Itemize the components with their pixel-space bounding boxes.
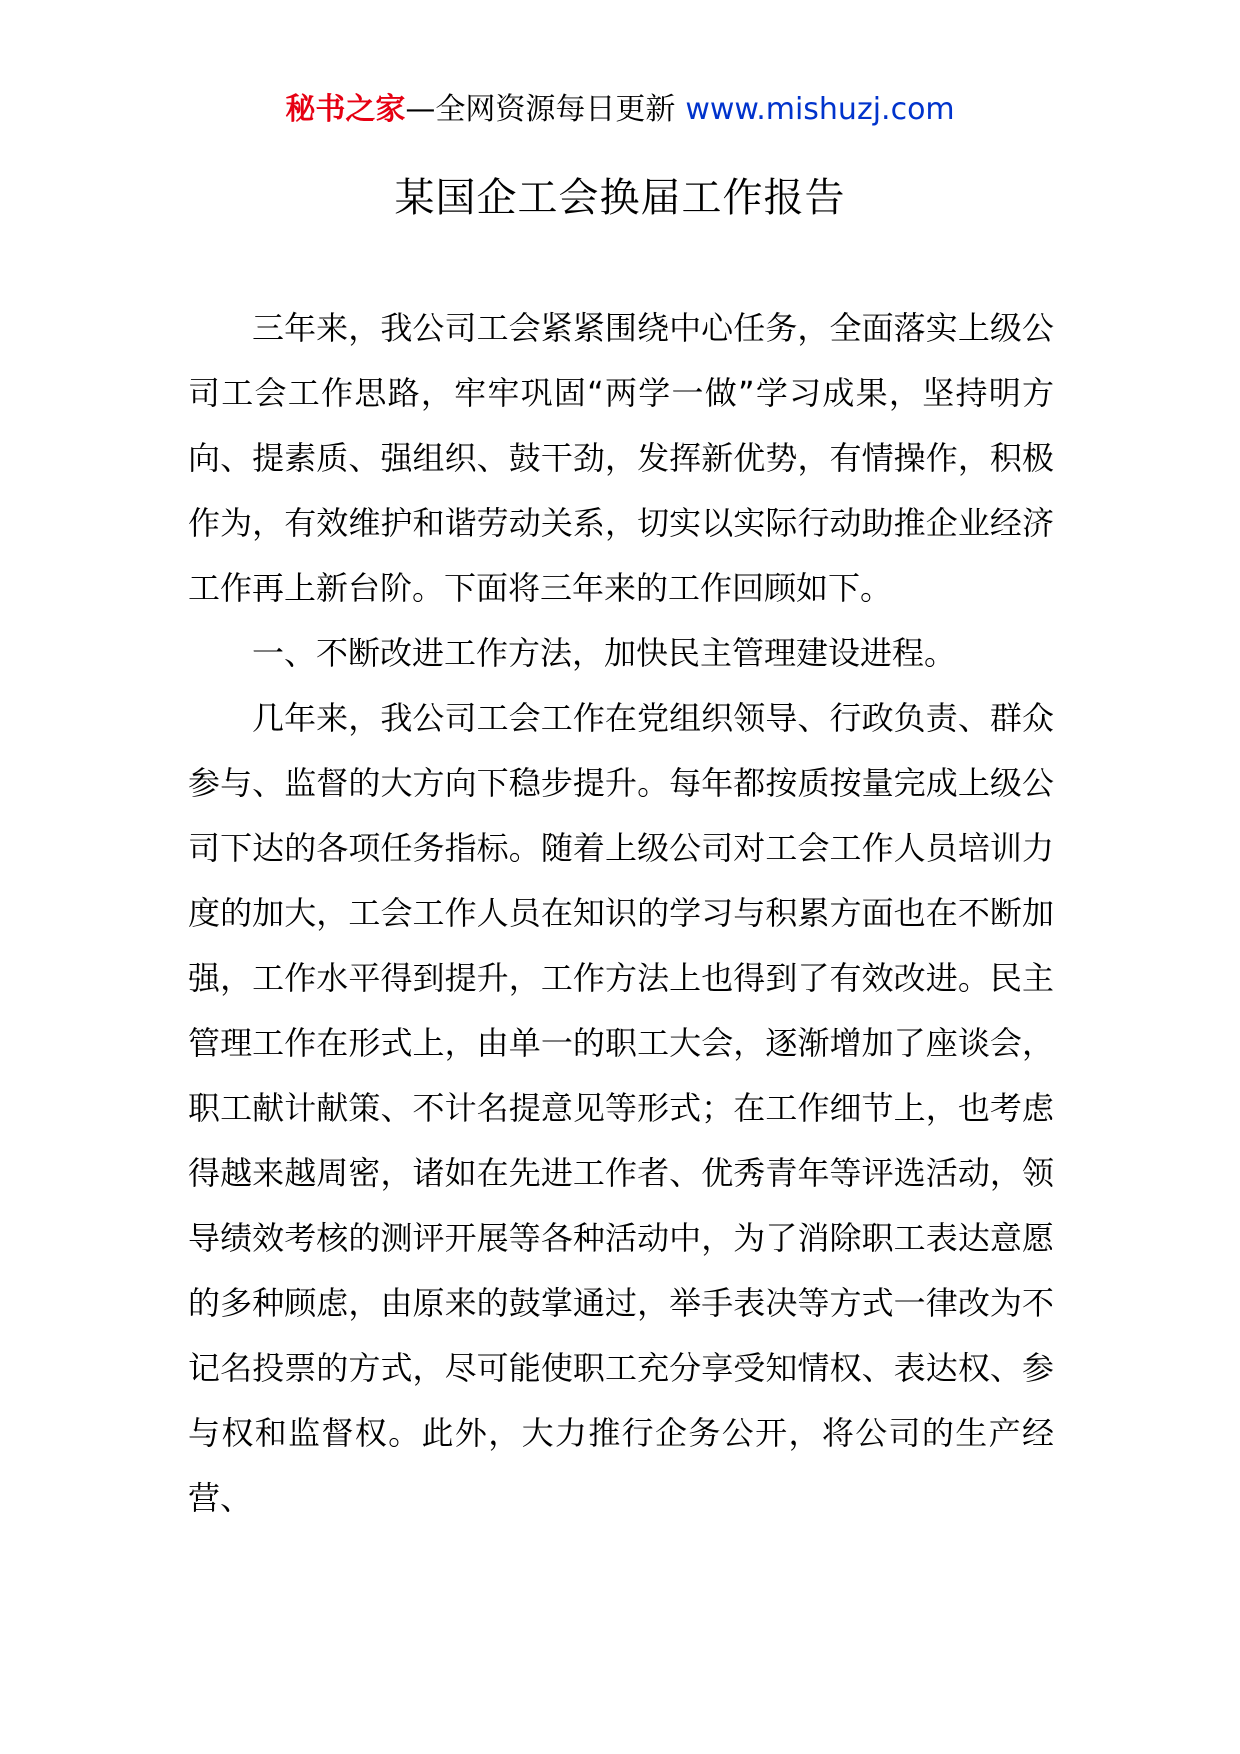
document-body	[188, 296, 1054, 1531]
site-slogan: —全网资源每日更新	[405, 92, 676, 127]
site-brand: 秘书之家	[285, 92, 406, 127]
site-header	[0, 88, 1240, 132]
paragraph-intro: 三年来，我公司工会紧紧围绕中心任务，全面落实上级公司工会工作思路，牢牢巩固“两学一做”学习成果，坚持明方向、提素质、强组织、鼓干劲，发挥新优势，有情操作，积极作为，有效维护和谐劳动关系，切实以实际行动助推企业经济工作再上新台阶。下面将三年来的工作回顾如下。	[188, 309, 1054, 607]
site-url-link[interactable]: www.mishuzj.com	[685, 92, 955, 127]
section-heading-1: 一、不断改进工作方法，加快民主管理建设进程。	[252, 634, 957, 672]
paragraph-section-1: 几年来，我公司工会工作在党组织领导、行政负责、群众参与、监督的大方向下稳步提升。每年都按质按量完成上级公司下达的各项任务指标。随着上级公司对工会工作人员培训力度的加大，工会工作人员在知识的学习与积累方面也在不断加强，工作水平得到提升，工作方法上也得到了有效改进。民主管理工作在形式上，由单一的职工大会，逐渐增加了座谈会，职工献计献策、不计名提意见等形式；在工作细节上，也考虑得越来越周密，诸如在先进工作者、优秀青年等评选活动，领导绩效考核的测评开展等各种活动中，为了消除职工表达意愿的多种顾虑，由原来的鼓掌通过，举手表决等方式一律改为不记名投票的方式，尽可能使职工充分享受知情权、表达权、参与权和监督权。此外，大力推行企务公开，将公司的生产经营、	[188, 699, 1054, 1517]
document-title: 某国企工会换届工作报告	[394, 175, 846, 221]
